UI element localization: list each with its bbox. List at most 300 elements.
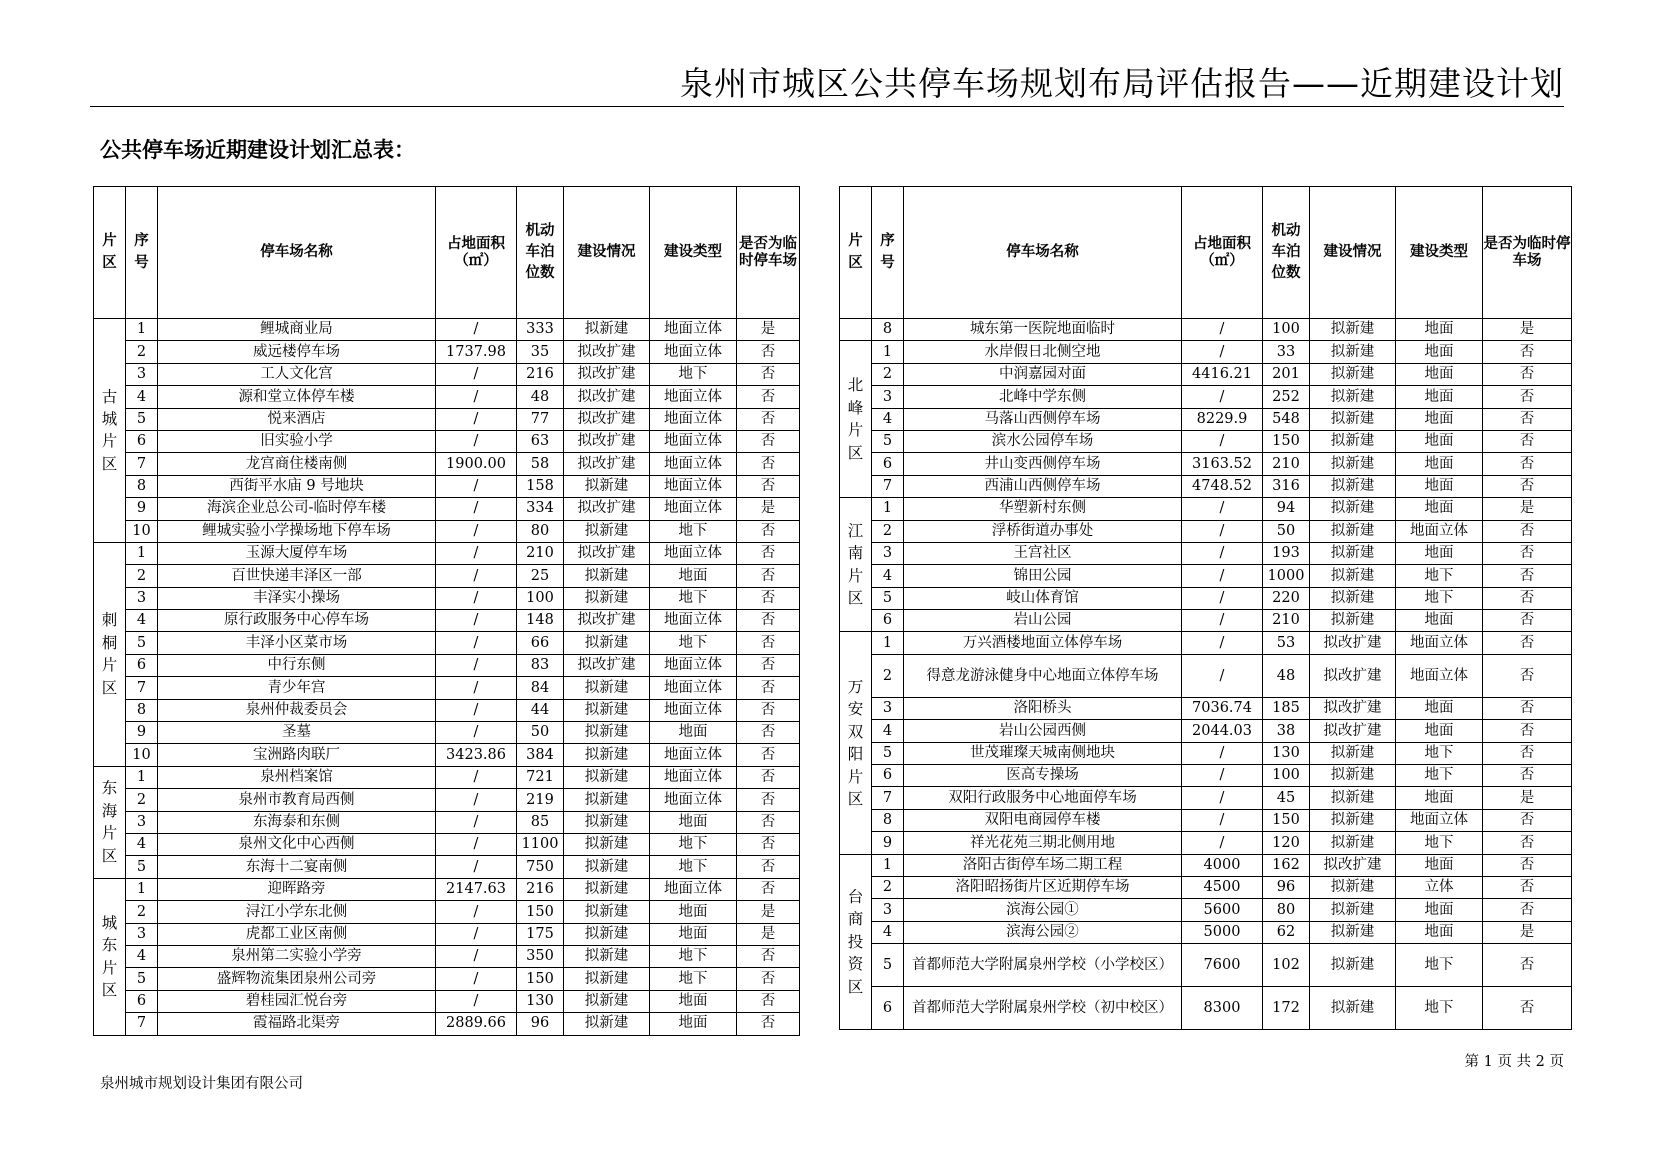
seq-cell: 4	[872, 565, 904, 587]
seq-cell: 7	[126, 1013, 158, 1035]
table-row	[94, 744, 800, 766]
area-cell: /	[436, 789, 517, 811]
table-row	[840, 475, 1572, 497]
area-cell: /	[1182, 632, 1263, 654]
status-cell: 拟改扩建	[564, 542, 650, 564]
seq-cell: 9	[872, 832, 904, 854]
spaces-cell: 334	[517, 498, 564, 520]
area-cell: /	[436, 677, 517, 699]
seq-cell: 5	[872, 944, 904, 987]
status-cell: 拟新建	[564, 744, 650, 766]
type-cell: 地下	[650, 520, 737, 542]
table-row	[840, 987, 1572, 1030]
type-cell: 地下	[650, 363, 737, 385]
name-cell: 泉州文化中心西侧	[158, 833, 436, 855]
spaces-cell: 84	[517, 677, 564, 699]
name-cell: 宝洲路肉联厂	[158, 744, 436, 766]
name-cell: 丰泽实小操场	[158, 587, 436, 609]
type-cell: 地面立体	[1396, 654, 1483, 697]
seq-cell: 5	[126, 632, 158, 654]
header-type: 建设类型	[1396, 187, 1483, 319]
table-row	[840, 363, 1572, 385]
name-cell: 世茂璀璨天城南侧地块	[904, 742, 1182, 764]
table-row	[94, 901, 800, 923]
right-table-body	[840, 319, 1572, 1030]
spaces-cell: 148	[517, 610, 564, 632]
status-cell: 拟改扩建	[1310, 654, 1396, 697]
name-cell: 首都师范大学附属泉州学校（小学校区）	[904, 944, 1182, 987]
area-cell: /	[1182, 809, 1263, 831]
seq-cell: 2	[126, 901, 158, 923]
name-cell: 中行东侧	[158, 654, 436, 676]
name-cell: 医高专操场	[904, 765, 1182, 787]
temp-cell: 否	[737, 766, 800, 788]
right-parking-table	[839, 186, 1572, 1030]
status-cell: 拟新建	[1310, 787, 1396, 809]
table-row	[840, 542, 1572, 564]
name-cell: 岩山公园西侧	[904, 720, 1182, 742]
temp-cell: 否	[737, 677, 800, 699]
area-cell: /	[436, 766, 517, 788]
area-cell: /	[436, 811, 517, 833]
temp-cell: 否	[1483, 832, 1572, 854]
spaces-cell: 316	[1263, 475, 1310, 497]
table-row	[94, 498, 800, 520]
status-cell: 拟新建	[1310, 899, 1396, 921]
seq-cell: 4	[126, 610, 158, 632]
area-cell: /	[436, 386, 517, 408]
name-cell: 原行政服务中心停车场	[158, 610, 436, 632]
spaces-cell: 48	[517, 386, 564, 408]
table-row	[94, 430, 800, 452]
area-cell: /	[436, 632, 517, 654]
temp-cell: 否	[737, 341, 800, 363]
page-number: 第 1 页 共 2 页	[1464, 1054, 1564, 1070]
area-cell: /	[1182, 765, 1263, 787]
name-cell: 碧桂园汇悦台旁	[158, 990, 436, 1012]
type-cell: 地面立体	[650, 341, 737, 363]
area-cell: /	[1182, 430, 1263, 452]
area-cell: /	[1182, 542, 1263, 564]
name-cell: 祥光花苑三期北侧用地	[904, 832, 1182, 854]
spaces-cell: 210	[517, 542, 564, 564]
spaces-cell: 1100	[517, 833, 564, 855]
area-cell: /	[436, 475, 517, 497]
company-name: 泉州城市规划设计集团有限公司	[100, 1076, 303, 1092]
temp-cell: 否	[737, 610, 800, 632]
seq-cell: 2	[872, 363, 904, 385]
table-row	[840, 742, 1572, 764]
seq-cell: 1	[872, 498, 904, 520]
seq-cell: 1	[126, 542, 158, 564]
type-cell: 地面立体	[650, 453, 737, 475]
spaces-cell: 220	[1263, 587, 1310, 609]
spaces-cell: 77	[517, 408, 564, 430]
temp-cell: 否	[737, 430, 800, 452]
table-row	[94, 632, 800, 654]
status-cell: 拟新建	[1310, 944, 1396, 987]
area-cell: /	[436, 498, 517, 520]
spaces-cell: 53	[1263, 632, 1310, 654]
area-cell: 8300	[1182, 987, 1263, 1030]
table-row	[840, 453, 1572, 475]
type-cell: 地面	[650, 811, 737, 833]
status-cell: 拟新建	[564, 901, 650, 923]
temp-cell: 否	[1483, 386, 1572, 408]
table-row	[94, 654, 800, 676]
status-cell: 拟新建	[1310, 430, 1396, 452]
seq-cell: 5	[126, 408, 158, 430]
status-cell: 拟改扩建	[564, 654, 650, 676]
spaces-cell: 150	[517, 901, 564, 923]
type-cell: 地下	[1396, 944, 1483, 987]
area-cell: /	[436, 722, 517, 744]
area-cell: /	[436, 319, 517, 341]
status-cell: 拟改扩建	[564, 430, 650, 452]
spaces-cell: 102	[1263, 944, 1310, 987]
table-row	[840, 854, 1572, 876]
status-cell: 拟新建	[564, 722, 650, 744]
header-name: 停车场名称	[904, 187, 1182, 319]
temp-cell: 否	[737, 363, 800, 385]
temp-cell: 否	[1483, 610, 1572, 632]
spaces-cell: 96	[1263, 876, 1310, 898]
type-cell: 地面立体	[650, 498, 737, 520]
area-cell: /	[1182, 610, 1263, 632]
header-temp: 是否为临时停车场	[737, 187, 800, 319]
header-spaces: 机动车泊位数	[1263, 187, 1310, 319]
seq-cell: 1	[126, 878, 158, 900]
table-row	[840, 899, 1572, 921]
area-cell: 5600	[1182, 899, 1263, 921]
temp-cell: 是	[1483, 921, 1572, 943]
left-parking-table	[93, 186, 800, 1036]
type-cell: 地面立体	[650, 430, 737, 452]
seq-cell: 7	[126, 677, 158, 699]
table-row	[94, 319, 800, 341]
table-row	[840, 520, 1572, 542]
type-cell: 地下	[1396, 742, 1483, 764]
header-zone: 片区	[94, 187, 126, 319]
type-cell: 地面立体	[650, 789, 737, 811]
spaces-cell: 172	[1263, 987, 1310, 1030]
temp-cell: 否	[737, 968, 800, 990]
temp-cell: 否	[1483, 654, 1572, 697]
temp-cell: 否	[1483, 565, 1572, 587]
table-row	[840, 430, 1572, 452]
status-cell: 拟新建	[564, 811, 650, 833]
seq-cell: 3	[126, 923, 158, 945]
status-cell: 拟改扩建	[564, 498, 650, 520]
type-cell: 地面	[1396, 319, 1483, 341]
name-cell: 泉州仲裁委员会	[158, 699, 436, 721]
seq-cell: 2	[872, 654, 904, 697]
status-cell: 拟改扩建	[564, 386, 650, 408]
table-row	[94, 453, 800, 475]
temp-cell: 否	[737, 408, 800, 430]
spaces-cell: 58	[517, 453, 564, 475]
type-cell: 地面	[1396, 475, 1483, 497]
spaces-cell: 1000	[1263, 565, 1310, 587]
temp-cell: 否	[737, 789, 800, 811]
name-cell: 得意龙游泳健身中心地面立体停车场	[904, 654, 1182, 697]
seq-cell: 1	[126, 319, 158, 341]
type-cell: 地面立体	[1396, 520, 1483, 542]
spaces-cell: 38	[1263, 720, 1310, 742]
spaces-cell: 62	[1263, 921, 1310, 943]
status-cell: 拟新建	[564, 475, 650, 497]
type-cell: 地下	[650, 587, 737, 609]
table-row	[94, 565, 800, 587]
spaces-cell: 210	[1263, 453, 1310, 475]
type-cell: 地面立体	[650, 878, 737, 900]
table-row	[94, 968, 800, 990]
seq-cell: 8	[872, 809, 904, 831]
spaces-cell: 45	[1263, 787, 1310, 809]
temp-cell: 否	[1483, 408, 1572, 430]
temp-cell: 否	[1483, 542, 1572, 564]
area-cell: /	[436, 363, 517, 385]
seq-cell: 3	[872, 697, 904, 719]
temp-cell: 否	[1483, 697, 1572, 719]
name-cell: 岐山体育馆	[904, 587, 1182, 609]
temp-cell: 否	[737, 990, 800, 1012]
temp-cell: 否	[737, 453, 800, 475]
spaces-cell: 63	[517, 430, 564, 452]
type-cell: 地面立体	[650, 744, 737, 766]
header-zone: 片区	[840, 187, 872, 319]
area-cell: /	[1182, 832, 1263, 854]
table-row	[94, 766, 800, 788]
area-cell: /	[436, 833, 517, 855]
temp-cell: 否	[1483, 587, 1572, 609]
seq-cell: 2	[872, 876, 904, 898]
spaces-cell: 44	[517, 699, 564, 721]
type-cell: 地下	[1396, 765, 1483, 787]
header-name: 停车场名称	[158, 187, 436, 319]
table-row	[840, 921, 1572, 943]
seq-cell: 4	[872, 408, 904, 430]
area-cell: /	[436, 923, 517, 945]
temp-cell: 是	[737, 901, 800, 923]
name-cell: 浮桥街道办事处	[904, 520, 1182, 542]
header-seq: 序号	[126, 187, 158, 319]
area-cell: 8229.9	[1182, 408, 1263, 430]
name-cell: 圣墓	[158, 722, 436, 744]
header-area: 占地面积（㎡）	[436, 187, 517, 319]
spaces-cell: 721	[517, 766, 564, 788]
status-cell: 拟新建	[564, 699, 650, 721]
status-cell: 拟新建	[564, 632, 650, 654]
table-row	[94, 856, 800, 878]
spaces-cell: 216	[517, 878, 564, 900]
document-title: 泉州市城区公共停车场规划布局评估报告——近期建设计划	[680, 64, 1564, 103]
seq-cell: 3	[872, 386, 904, 408]
seq-cell: 3	[126, 587, 158, 609]
seq-cell: 7	[126, 453, 158, 475]
spaces-cell: 80	[1263, 899, 1310, 921]
area-cell: /	[1182, 587, 1263, 609]
status-cell: 拟新建	[1310, 610, 1396, 632]
type-cell: 地面	[650, 901, 737, 923]
type-cell: 地面	[1396, 453, 1483, 475]
status-cell: 拟新建	[564, 677, 650, 699]
temp-cell: 是	[1483, 319, 1572, 341]
status-cell: 拟改扩建	[1310, 697, 1396, 719]
temp-cell: 否	[1483, 944, 1572, 987]
status-cell: 拟改扩建	[564, 610, 650, 632]
seq-cell: 3	[872, 542, 904, 564]
status-cell: 拟改扩建	[1310, 720, 1396, 742]
name-cell: 虎都工业区南侧	[158, 923, 436, 945]
zone-cell: 城东片区	[94, 878, 126, 1035]
status-cell: 拟改扩建	[1310, 854, 1396, 876]
name-cell: 丰泽小区菜市场	[158, 632, 436, 654]
table-row	[840, 498, 1572, 520]
seq-cell: 8	[872, 319, 904, 341]
table-row	[94, 833, 800, 855]
area-cell: /	[1182, 498, 1263, 520]
area-cell: /	[436, 520, 517, 542]
temp-cell: 否	[737, 386, 800, 408]
table-row	[94, 699, 800, 721]
seq-cell: 10	[126, 744, 158, 766]
spaces-cell: 80	[517, 520, 564, 542]
type-cell: 地面	[1396, 363, 1483, 385]
seq-cell: 7	[872, 475, 904, 497]
type-cell: 地面	[1396, 899, 1483, 921]
type-cell: 地下	[650, 856, 737, 878]
header-seq: 序号	[872, 187, 904, 319]
temp-cell: 否	[737, 945, 800, 967]
area-cell: /	[436, 430, 517, 452]
temp-cell: 是	[1483, 787, 1572, 809]
status-cell: 拟新建	[1310, 319, 1396, 341]
temp-cell: 是	[737, 498, 800, 520]
type-cell: 地下	[1396, 987, 1483, 1030]
seq-cell: 9	[126, 498, 158, 520]
type-cell: 地面	[1396, 341, 1483, 363]
seq-cell: 6	[872, 453, 904, 475]
status-cell: 拟新建	[564, 587, 650, 609]
spaces-cell: 25	[517, 565, 564, 587]
temp-cell: 否	[1483, 987, 1572, 1030]
seq-cell: 6	[126, 990, 158, 1012]
area-cell: 3423.86	[436, 744, 517, 766]
name-cell: 旧实验小学	[158, 430, 436, 452]
table-row	[840, 876, 1572, 898]
seq-cell: 6	[126, 654, 158, 676]
type-cell: 地面	[1396, 498, 1483, 520]
area-cell: 4000	[1182, 854, 1263, 876]
temp-cell: 否	[1483, 453, 1572, 475]
status-cell: 拟新建	[564, 968, 650, 990]
type-cell: 地面立体	[650, 408, 737, 430]
name-cell: 青少年宫	[158, 677, 436, 699]
area-cell: /	[436, 945, 517, 967]
type-cell: 地面	[1396, 386, 1483, 408]
type-cell: 地面立体	[1396, 632, 1483, 654]
name-cell: 中润嘉园对面	[904, 363, 1182, 385]
status-cell: 拟新建	[1310, 363, 1396, 385]
status-cell: 拟新建	[1310, 742, 1396, 764]
header-area: 占地面积（㎡）	[1182, 187, 1263, 319]
table-row	[94, 363, 800, 385]
temp-cell: 否	[737, 565, 800, 587]
table-row	[840, 408, 1572, 430]
seq-cell: 9	[126, 722, 158, 744]
type-cell: 地下	[650, 968, 737, 990]
spaces-cell: 130	[517, 990, 564, 1012]
area-cell: 2889.66	[436, 1013, 517, 1035]
name-cell: 泉州第二实验小学旁	[158, 945, 436, 967]
area-cell: 7600	[1182, 944, 1263, 987]
spaces-cell: 50	[1263, 520, 1310, 542]
seq-cell: 5	[126, 968, 158, 990]
temp-cell: 否	[737, 654, 800, 676]
temp-cell: 否	[1483, 520, 1572, 542]
spaces-cell: 50	[517, 722, 564, 744]
area-cell: 2147.63	[436, 878, 517, 900]
name-cell: 迎晖路旁	[158, 878, 436, 900]
temp-cell: 是	[1483, 498, 1572, 520]
status-cell: 拟新建	[564, 319, 650, 341]
type-cell: 地下	[650, 833, 737, 855]
name-cell: 华塑新村东侧	[904, 498, 1182, 520]
name-cell: 浔江小学东北侧	[158, 901, 436, 923]
left-table-body	[94, 319, 800, 1036]
name-cell: 井山变西侧停车场	[904, 453, 1182, 475]
temp-cell: 否	[1483, 899, 1572, 921]
area-cell: /	[436, 610, 517, 632]
spaces-cell: 175	[517, 923, 564, 945]
seq-cell: 5	[126, 856, 158, 878]
table-row	[94, 811, 800, 833]
status-cell: 拟新建	[1310, 520, 1396, 542]
name-cell: 源和堂立体停车楼	[158, 386, 436, 408]
temp-cell: 否	[1483, 765, 1572, 787]
status-cell: 拟新建	[1310, 386, 1396, 408]
spaces-cell: 193	[1263, 542, 1310, 564]
seq-cell: 5	[872, 742, 904, 764]
seq-cell: 1	[126, 766, 158, 788]
status-cell: 拟新建	[564, 945, 650, 967]
temp-cell: 否	[1483, 720, 1572, 742]
zone-cell	[840, 319, 872, 341]
type-cell: 地面	[1396, 921, 1483, 943]
temp-cell: 否	[1483, 341, 1572, 363]
seq-cell: 6	[872, 610, 904, 632]
name-cell: 鲤城实验小学操场地下停车场	[158, 520, 436, 542]
spaces-cell: 83	[517, 654, 564, 676]
area-cell: /	[1182, 341, 1263, 363]
seq-cell: 3	[872, 899, 904, 921]
temp-cell: 否	[1483, 809, 1572, 831]
spaces-cell: 210	[1263, 610, 1310, 632]
spaces-cell: 150	[517, 968, 564, 990]
name-cell: 滨海公园②	[904, 921, 1182, 943]
status-cell: 拟新建	[1310, 475, 1396, 497]
type-cell: 地面立体	[650, 542, 737, 564]
table-row	[840, 832, 1572, 854]
status-cell: 拟新建	[564, 990, 650, 1012]
type-cell: 地面	[1396, 408, 1483, 430]
name-cell: 双阳电商园停车楼	[904, 809, 1182, 831]
seq-cell: 5	[872, 587, 904, 609]
seq-cell: 4	[126, 386, 158, 408]
area-cell: 1737.98	[436, 341, 517, 363]
table-row	[840, 697, 1572, 719]
